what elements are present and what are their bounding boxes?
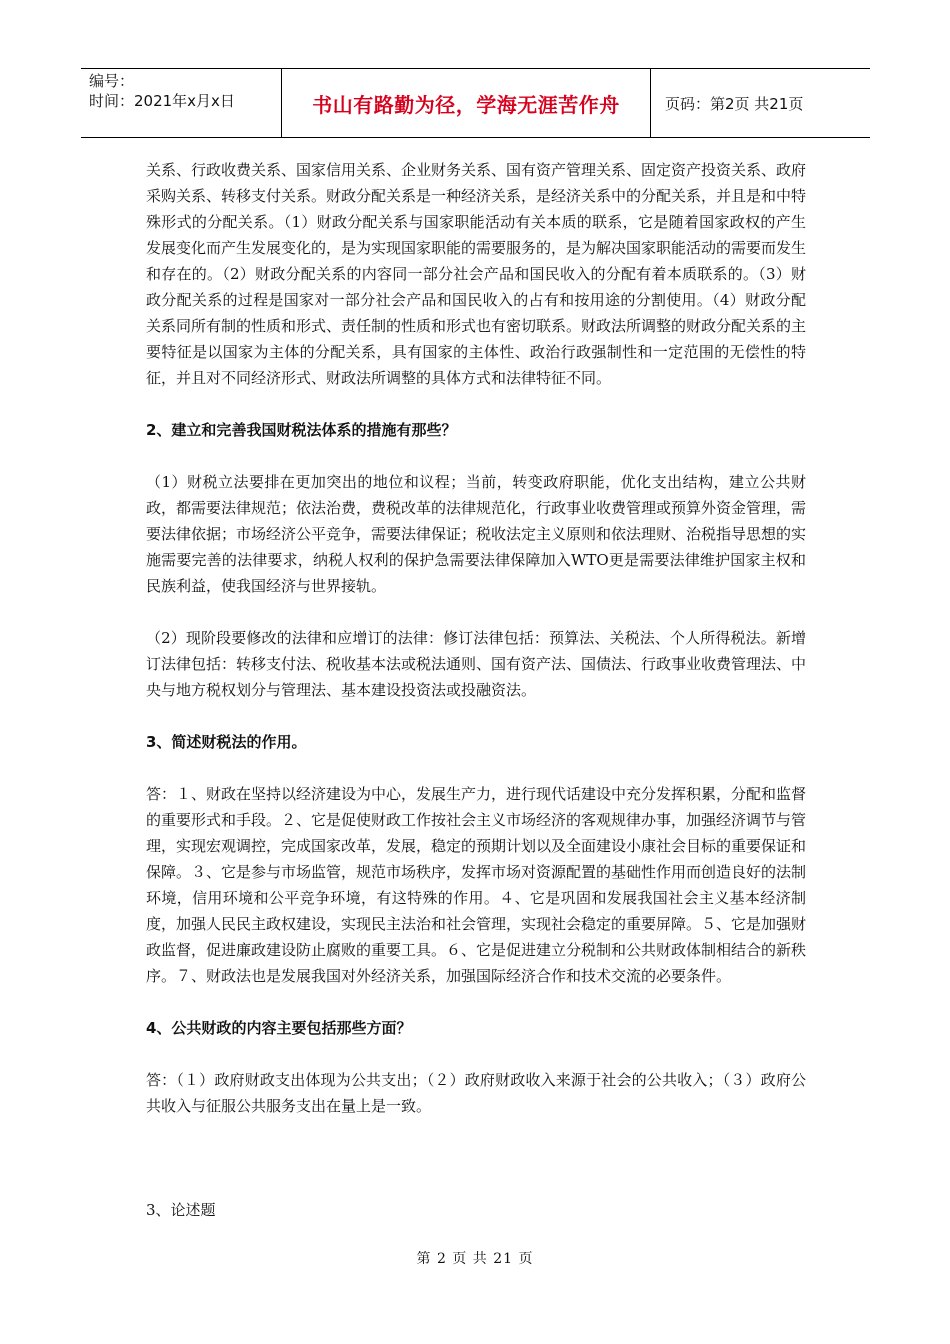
header-motto: 书山有路勤为径，学海无涯苦作舟 xyxy=(281,69,651,137)
document-number: 编号： xyxy=(89,72,135,90)
question-2-heading: 2、建立和完善我国财税法体系的措施有那些？ xyxy=(146,421,457,439)
paragraph-continued: 关系、行政收费关系、国家信用关系、企业财务关系、国有资产管理关系、固定资产投资关系、政府采购关系、转移支付关系。财政分配关系是一种经济关系，是经济关系中的分配关系，并且是和中特殊形式的分配关系。（1）财政分配关系与国家职能活动有关本质的联系，它是随着国家政权的产生发展变化而产生发展变化的，是为实现国家职能的需要服务的，是为解决国家职能活动的需要而发生和存在的。（2）财政分配关系的内容同一部分社会产品和国民收入的分配有着本质联系的。（3）财政分配关系的过程是国家对一部分社会产品和国民收入的占有和按用途的分割使用。（4）财政分配关系同所有制的性质和形式、责任制的性质和形式也有密切联系。财政法所调整的财政分配关系的主要特征是以国家为主体的分配关系，具有国家的主体性、政治行政强制性和一定范围的无偿性的特征，并且对不同经济形式、财政法所调整的具体方式和法律特征不同。 xyxy=(146,161,807,387)
section-heading-essay: 3、论述题 xyxy=(146,1201,216,1219)
header-page-number: 页码：第2页 共21页 xyxy=(665,94,804,113)
page-footer: 第 2 页 共 21 页 xyxy=(416,1251,534,1267)
answer-4: 答：（１）政府财政支出体现为公共支出；（２）政府财政收入来源于社会的公共收入；（３）政府公共收入与征服公共服务支出在量上是一致。 xyxy=(146,1071,806,1115)
header-meta xyxy=(81,69,281,137)
page-header xyxy=(81,68,870,138)
answer-2-part-2: （2）现阶段要修改的法律和应增订的法律：修订法律包括：预算法、关税法、个人所得税法。新增订法律包括：转移支付法、税收基本法或税法通则、国有资产法、国债法、行政事业收费管理法、中央与地方税权划分与管理法、基本建设投资法或投融资法。 xyxy=(146,629,807,699)
answer-2-part-1: （1）财税立法要排在更加突出的地位和议程；当前，转变政府职能，优化支出结构，建立公共财政，都需要法律规范；依法治费，费税改革的法律规范化，行政事业收费管理或预算外资金管理，需要法律依据；市场经济公平竞争，需要法律保证；税收法定主义原则和依法理财、治税指导思想的实施需要完善的法律要求，纳税人权利的保护急需要法律保障加入WTO更是需要法律维护国家主权和民族利益，使我国经济与世界接轨。 xyxy=(146,473,807,595)
answer-3: 答：１、财政在坚持以经济建设为中心，发展生产力，进行现代话建设中充分发挥积累，分配和监督的重要形式和手段。２、它是促使财政工作按社会主义市场经济的客观规律办事，加强经济调节与管理，实现宏观调控，完成国家改革，发展，稳定的预期计划以及全面建设小康社会目标的重要保证和保障。３、它是参与市场监管，规范市场秩序，发挥市场对资源配置的基础性作用而创造良好的法制环境，信用环境和公平竞争环境，有这特殊的作用。４、它是巩固和发展我国社会主义基本经济制度，加强人民民主政权建设，实现民主法治和社会管理，实现社会稳定的重要屏障。５、它是加强财政监督，促进廉政建设防止腐败的重要工具。６、它是促进建立分税制和公共财政体制相结合的新秩序。７、财政法也是发展我国对外经济关系，加强国际经济合作和技术交流的必要条件。 xyxy=(146,785,807,985)
document-body xyxy=(146,157,806,1223)
question-3-heading: 3、简述财税法的作用。 xyxy=(146,733,307,751)
question-4-heading: 4、公共财政的内容主要包括那些方面？ xyxy=(146,1019,412,1037)
document-date: 时间：2021年x月x日 xyxy=(89,92,235,110)
